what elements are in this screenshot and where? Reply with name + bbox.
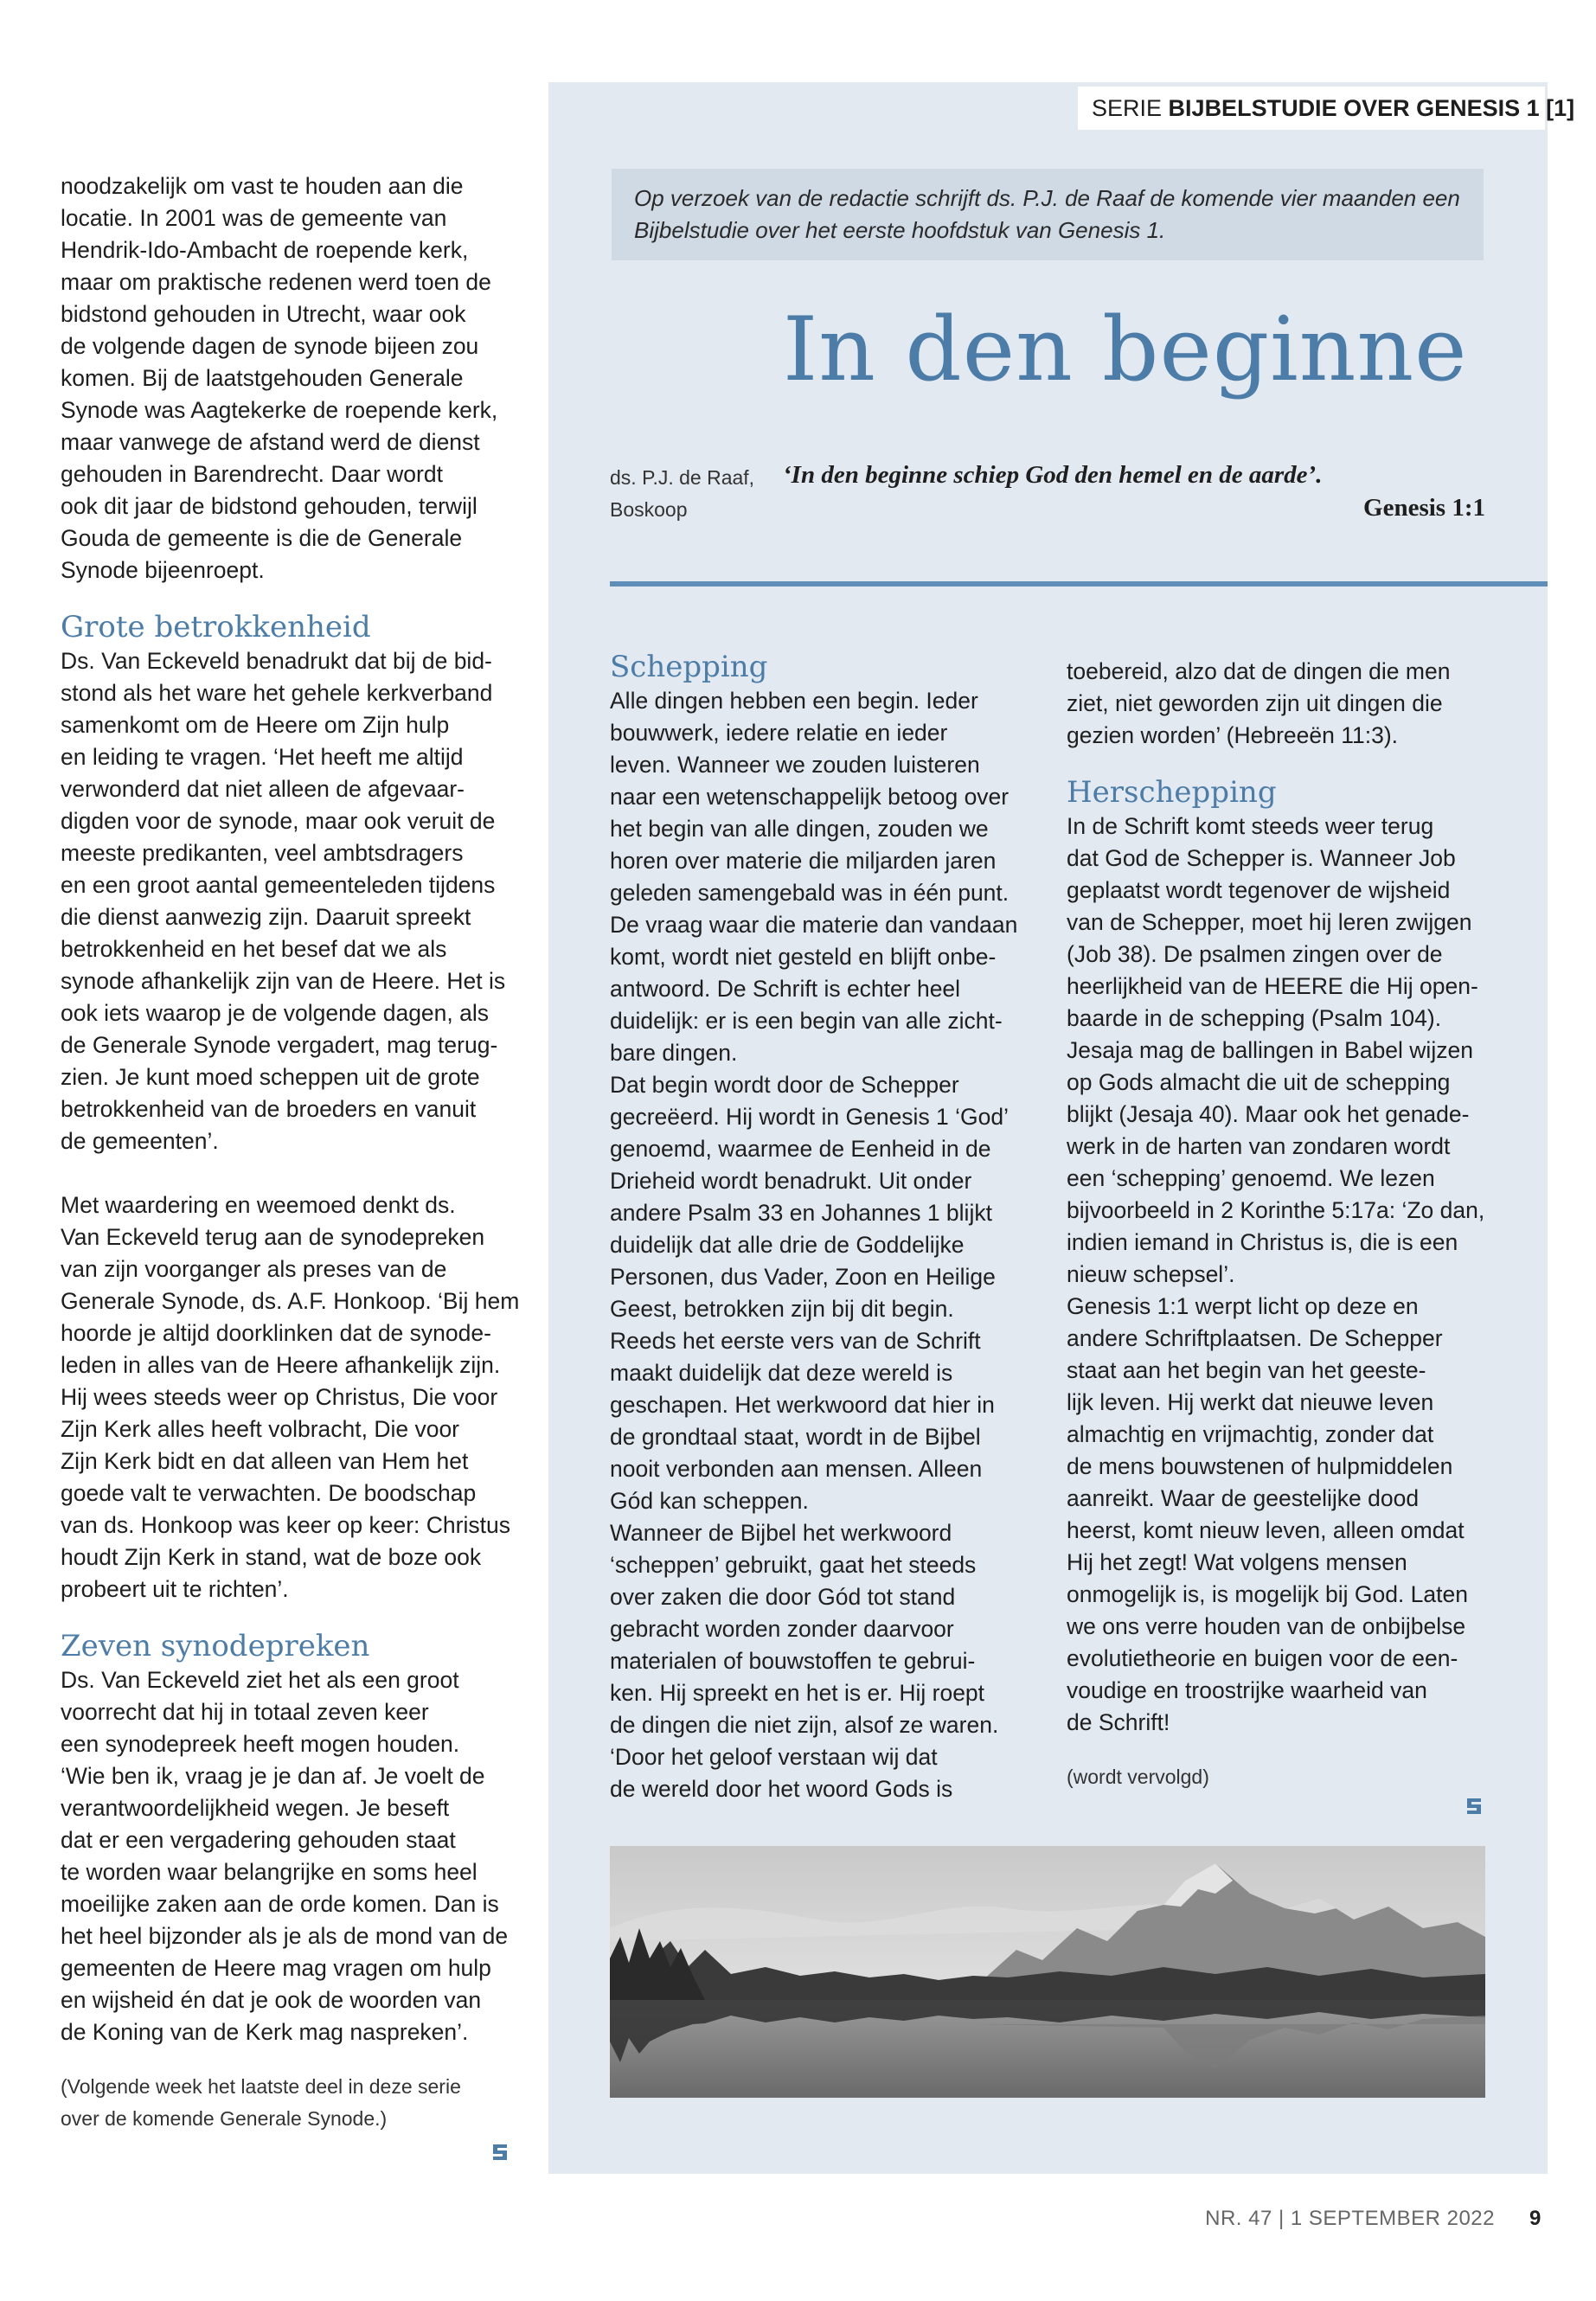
text-line: ken. Hij spreekt en het is er. Hij roept [610, 1680, 985, 1706]
text-line: gecreëerd. Hij wordt in Genesis 1 ‘God’ [610, 1104, 1010, 1130]
text-line: gemeenten de Heere mag vragen om hulp [61, 1955, 491, 1981]
text-line: noodzakelijk om vast te houden aan die [61, 173, 464, 199]
text-line: Hij het zegt! Wat volgens mensen [1067, 1549, 1407, 1575]
text-line: Synode was Aagtekerke de roepende kerk, [61, 397, 498, 423]
right-paragraph-2 [1067, 811, 1499, 1739]
right-paragraph-1 [1067, 656, 1499, 752]
text-line: de Koning van de Kerk mag naspreken’. [61, 2019, 469, 2045]
text-line: duidelijk dat alle drie de Goddelijke [610, 1232, 965, 1258]
section-divider [610, 581, 1548, 586]
middle-text [610, 685, 1042, 1805]
text-line: een synodepreek heeft mogen houden. [61, 1731, 460, 1757]
text-line: moeilijke zaken aan de orde komen. Dan is [61, 1891, 499, 1917]
text-line: en wijsheid én dat je ook de woorden van [61, 1987, 482, 2013]
text-line: de Schrift! [1067, 1709, 1170, 1735]
intro-box: Op verzoek van de redactie schrijft ds. P.J. de Raaf de komende vier maanden een Bijbelstudie over het eerste hoofdstuk van Genesis 1. [612, 169, 1484, 260]
middle-column [610, 649, 1042, 1805]
text-line: maar om praktische redenen werd toen de [61, 269, 491, 295]
text-line: Dat begin wordt door de Schepper [610, 1072, 959, 1098]
text-line: Zijn Kerk alles heeft volbracht, Die voor [61, 1416, 460, 1442]
text-line: duidelijk: er is een begin van alle zicht- [610, 1008, 1003, 1034]
text-line: geschapen. Het werkwoord dat hier in [610, 1392, 995, 1418]
text-line: betrokkenheid van de broeders en vanuit [61, 1096, 477, 1122]
text-line: indien iemand in Christus is, die is een [1067, 1229, 1458, 1255]
text-line: Reeds het eerste vers van de Schrift [610, 1328, 981, 1354]
text-line: gebracht worden zonder daarvoor [610, 1616, 954, 1642]
text-line: van zijn voorganger als preses van de [61, 1256, 447, 1282]
right-column [1067, 656, 1499, 1793]
text-line: ‘scheppen’ gebruikt, gaat het steeds [610, 1552, 977, 1578]
text-line: Alle dingen hebben een begin. Ieder [610, 688, 978, 714]
text-line: antwoord. De Schrift is echter heel [610, 976, 961, 1002]
text-line: Ds. Van Eckeveld benadrukt dat bij de bid- [61, 648, 492, 674]
series-label [1078, 87, 1575, 130]
left-paragraph-1 [61, 170, 528, 586]
text-line: De vraag waar die materie dan vandaan [610, 912, 1018, 938]
author-name: ds. P.J. de Raaf, [610, 466, 755, 489]
text-line: heerst, komt nieuw leven, alleen omdat [1067, 1517, 1465, 1543]
text-line: Personen, dus Vader, Zoon en Heilige [610, 1264, 996, 1290]
left-paragraph-2 [61, 645, 528, 1157]
text-line: synode afhankelijk zijn van de Heere. Het is [61, 968, 506, 994]
text-line: voorrecht dat hij in totaal zeven keer [61, 1699, 429, 1725]
text-line: stond als het ware het gehele kerkverband [61, 680, 493, 706]
end-mark-icon [490, 2142, 510, 2163]
text-line: blijkt (Jesaja 40). Maar ook het genade- [1067, 1101, 1470, 1127]
text-line: goede valt te verwachten. De boodschap [61, 1480, 477, 1506]
text-line: ziet, niet geworden zijn uit dingen die [1067, 690, 1443, 716]
heading-herschepping: Herschepping [1067, 775, 1277, 810]
text-line: verantwoordelijkheid wegen. Je beseft [61, 1795, 450, 1821]
text-line: aanreikt. Waar de geestelijke dood [1067, 1485, 1420, 1511]
bible-quote [783, 458, 1485, 524]
text-line: heerlijkheid van de HEERE die Hij open- [1067, 973, 1478, 999]
text-line: evolutietheorie en buigen voor de een- [1067, 1645, 1458, 1671]
issue-info: NR. 47 | 1 SEPTEMBER 2022 [1205, 2207, 1495, 2230]
text-line: samenkomt om de Heere om Zijn hulp [61, 712, 450, 738]
text-line: Ds. Van Eckeveld ziet het als een groot [61, 1667, 459, 1693]
text-line: Wanneer de Bijbel het werkwoord [610, 1520, 952, 1546]
text-line: nooit verbonden aan mensen. Alleen [610, 1456, 983, 1482]
text-line: staat aan het begin van het geeste- [1067, 1357, 1426, 1383]
text-line: Drieheid wordt benadrukt. Uit onder [610, 1168, 972, 1194]
text-line: baarde in de schepping (Psalm 104). [1067, 1005, 1442, 1031]
text-line: dat er een vergadering gehouden staat [61, 1827, 456, 1853]
text-line: hoorde je altijd doorklinken dat de synode- [61, 1320, 491, 1346]
text-line: houdt Zijn Kerk in stand, wat de boze ook [61, 1544, 482, 1570]
text-line: de grondtaal staat, wordt in de Bijbel [610, 1424, 981, 1450]
text-line: van de Schepper, moet hij leren zwijgen [1067, 909, 1472, 935]
text-line: In de Schrift komt steeds weer terug [1067, 813, 1434, 839]
text-line: de Generale Synode vergadert, mag terug- [61, 1032, 498, 1058]
text-line: een ‘schepping’ genoemd. We lezen [1067, 1165, 1435, 1191]
to-be-continued-note: (wordt vervolgd) [1067, 1766, 1209, 1788]
text-line: de wereld door het woord Gods is [610, 1776, 953, 1802]
left-column [61, 170, 528, 2135]
text-line: bouwwerk, iedere relatie en ieder [610, 720, 948, 746]
text-line: nieuw schepsel’. [1067, 1261, 1235, 1287]
text-line: en leiding te vragen. ‘Het heeft me altijd [61, 744, 464, 770]
text-line: maakt duidelijk dat deze wereld is [610, 1360, 953, 1386]
end-mark-icon [1464, 1796, 1484, 1817]
text-line: de gemeenten’. [61, 1128, 219, 1154]
heading-schepping: Schepping [610, 650, 768, 684]
text-line: bidstond gehouden in Utrecht, waar ook [61, 301, 466, 327]
author-location: Boskoop [610, 498, 688, 521]
text-line: en een groot aantal gemeenteleden tijdens [61, 872, 496, 898]
text-line: Generale Synode, ds. A.F. Honkoop. ‘Bij hem [61, 1288, 520, 1314]
text-line: Met waardering en weemoed denkt ds. [61, 1192, 456, 1218]
text-line: het heel bijzonder als je als de mond van de [61, 1923, 509, 1949]
text-line: dat God de Schepper is. Wanneer Job [1067, 845, 1456, 871]
text-line: over zaken die door Gód tot stand [610, 1584, 956, 1610]
left-paragraph-4 [61, 1664, 528, 2048]
text-line: andere Psalm 33 en Johannes 1 blijkt [610, 1200, 992, 1226]
text-line: verwonderd dat niet alleen de afgevaar- [61, 776, 465, 802]
text-line: geplaatst wordt tegenover de wijsheid [1067, 877, 1451, 903]
text-line: materialen of bouwstoffen te gebrui- [610, 1648, 976, 1674]
text-line: gehouden in Barendrecht. Daar wordt [61, 461, 443, 487]
text-line: ook iets waarop je de volgende dagen, als [61, 1000, 490, 1026]
text-line: horen over materie die miljarden jaren [610, 848, 997, 874]
quote-reference: Genesis 1:1 [1363, 494, 1485, 522]
text-line: komt, wordt niet gesteld en blijft onbe- [610, 944, 997, 970]
text-line: de mens bouwstenen of hulpmiddelen [1067, 1453, 1453, 1479]
text-line: toebereid, alzo dat de dingen die men [1067, 658, 1451, 684]
text-line: andere Schriftplaatsen. De Schepper [1067, 1325, 1443, 1351]
text-line: Hij wees steeds weer op Christus, Die voor [61, 1384, 498, 1410]
heading-grote-betrokkenheid: Grote betrokkenheid [61, 610, 371, 644]
text-line: almachtig en vrijmachtig, zonder dat [1067, 1421, 1434, 1447]
text-line: geleden samengebald was in één punt. [610, 880, 1010, 906]
text-line: Hendrik-Ido-Ambacht de roepende kerk, [61, 237, 469, 263]
text-line: betrokkenheid en het besef dat we als [61, 936, 447, 962]
article-title: In den beginne [783, 298, 1468, 401]
left-paragraph-3 [61, 1189, 528, 1606]
text-line: meeste predikanten, veel ambtsdragers [61, 840, 464, 866]
text-line: ook dit jaar de bidstond gehouden, terwijl [61, 493, 478, 519]
text-line: het begin van alle dingen, zouden we [610, 816, 989, 842]
text-line: Geest, betrokken zijn bij dit begin. [610, 1296, 954, 1322]
text-line: voudige en troostrijke waarheid van [1067, 1677, 1427, 1703]
text-line: ‘Wie ben ik, vraag je je dan af. Je voelt de [61, 1763, 485, 1789]
text-line: digden voor de synode, maar ook veruit de [61, 808, 496, 834]
text-line: ‘Door het geloof verstaan wij dat [610, 1744, 938, 1770]
text-line: onmogelijk is, is mogelijk bij God. Laten [1067, 1581, 1468, 1607]
left-footnote [61, 2071, 528, 2135]
text-line: de volgende dagen de synode bijeen zou [61, 333, 479, 359]
text-line: (Job 38). De psalmen zingen over de [1067, 941, 1443, 967]
text-line: de dingen die niet zijn, alsof ze waren. [610, 1712, 999, 1738]
text-line: werk in de harten van zondaren wordt [1067, 1133, 1451, 1159]
text-line: Zijn Kerk bidt en dat alleen van Hem het [61, 1448, 469, 1474]
series-prefix: SERIE [1092, 95, 1163, 121]
text-line: op Gods almacht die uit de schepping [1067, 1069, 1451, 1095]
text-line: te worden waar belangrijke en soms heel [61, 1859, 478, 1885]
series-title: BIJBELSTUDIE OVER GENESIS 1 [1] [1168, 95, 1575, 121]
text-line: Van Eckeveld terug aan de synodepreken [61, 1224, 485, 1250]
mountain-lake-photo [610, 1846, 1485, 2098]
quote-text: ‘In den beginne schiep God den hemel en de aarde’. [783, 461, 1323, 489]
text-line: Gód kan scheppen. [610, 1488, 809, 1514]
text-line: Synode bijeenroept. [61, 557, 265, 583]
text-line: lijk leven. Hij werkt dat nieuwe leven [1067, 1389, 1434, 1415]
text-line: die dienst aanwezig zijn. Daaruit spreekt [61, 904, 471, 930]
text-line: van ds. Honkoop was keer op keer: Christus [61, 1512, 510, 1538]
text-line: bijvoorbeeld in 2 Korinthe 5:17a: ‘Zo dan, [1067, 1197, 1485, 1223]
text-line: over de komende Generale Synode.) [61, 2107, 388, 2130]
text-line: (Volgende week het laatste deel in deze serie [61, 2075, 461, 2098]
text-line: probeert uit te richten’. [61, 1576, 289, 1602]
author-byline [610, 462, 754, 526]
text-line: genoemd, waarmee de Eenheid in de [610, 1136, 991, 1162]
text-line: gezien worden’ (Hebreeën 11:3). [1067, 722, 1399, 748]
text-line: naar een wetenschappelijk betoog over [610, 784, 1010, 810]
text-line: bare dingen. [610, 1040, 738, 1066]
text-line: leven. Wanneer we zouden luisteren [610, 752, 980, 778]
text-line: locatie. In 2001 was de gemeente van [61, 205, 447, 231]
text-line: komen. Bij de laatstgehouden Generale [61, 365, 464, 391]
text-line: leden in alles van de Heere afhankelijk zijn. [61, 1352, 501, 1378]
text-line: we ons verre houden van de onbijbelse [1067, 1613, 1466, 1639]
text-line: maar vanwege de afstand werd de dienst [61, 429, 480, 455]
heading-zeven-synodepreken: Zeven synodepreken [61, 1629, 370, 1663]
text-line: Genesis 1:1 werpt licht op deze en [1067, 1293, 1419, 1319]
page-number: 9 [1529, 2207, 1542, 2230]
text-line: zien. Je kunt moed scheppen uit de grote [61, 1064, 480, 1090]
text-line: Jesaja mag de ballingen in Babel wijzen [1067, 1037, 1473, 1063]
text-line: Gouda de gemeente is die de Generale [61, 525, 463, 551]
